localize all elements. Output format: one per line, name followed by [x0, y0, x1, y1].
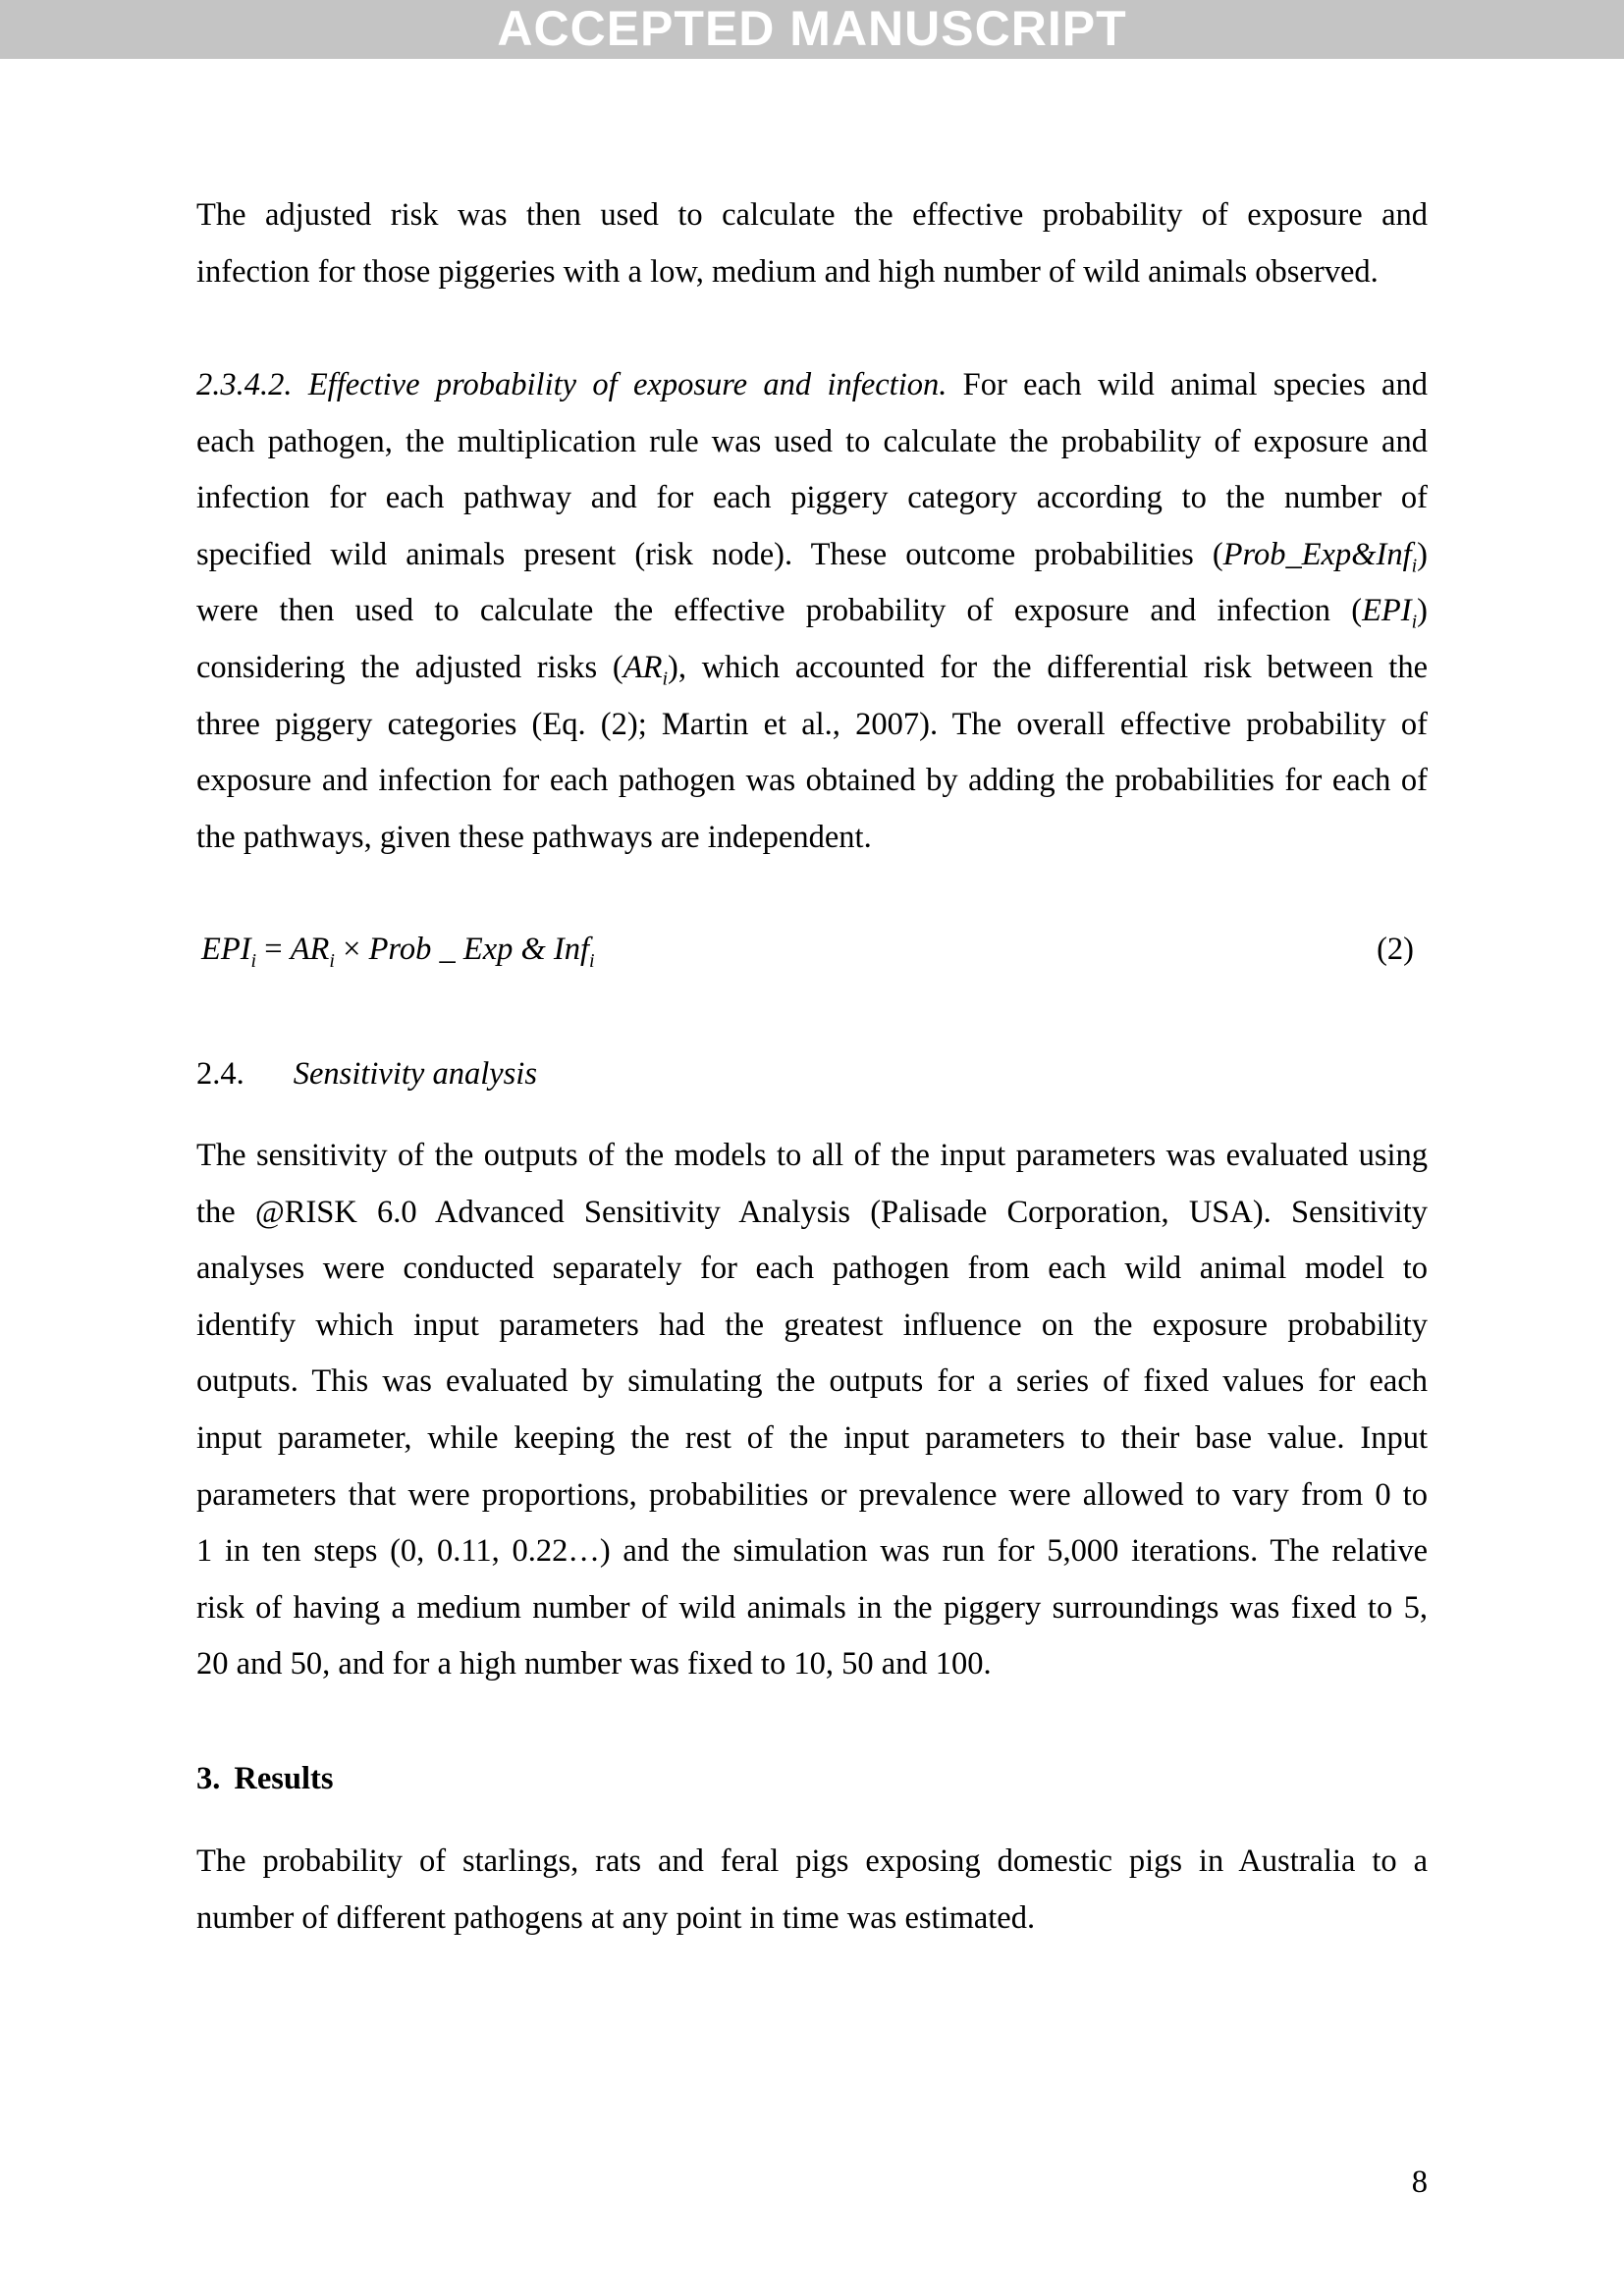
text-line: The adjusted risk was then used to calculate the effective probability of exposure and — [196, 197, 1428, 233]
page-number: 8 — [1411, 2164, 1428, 2200]
subscript: i — [250, 950, 257, 972]
text-fragment: specified wild animals present (risk node). These outcome probabilities ( — [196, 536, 1223, 572]
text-line: risk of having a medium number of wild animals in the piggery surroundings was fixed to 5, — [196, 1589, 1428, 1626]
section-number: 2.4. — [196, 1056, 244, 1092]
text-line: identify which input parameters had the greatest influence on the exposure probability — [196, 1307, 1428, 1343]
text-line: outputs. This was evaluated by simulating the outputs for a series of fixed values for each — [196, 1363, 1428, 1400]
section-heading-3 — [196, 1759, 334, 1798]
banner-title: ACCEPTED MANUSCRIPT — [497, 1, 1127, 56]
paragraph-results — [196, 1834, 1428, 1947]
text-line: 20 and 50, and for a high number was fixed to 10, 50 and 100. — [196, 1646, 992, 1682]
subscript: i — [1411, 611, 1418, 633]
text-line: three piggery categories (Eq. (2); Martin et al., 2007). The overall effective probability of — [196, 706, 1428, 742]
text-line: the @RISK 6.0 Advanced Sensitivity Analysis (Palisade Corporation, USA). Sensitivity — [196, 1194, 1428, 1230]
section-number: 3. — [196, 1761, 221, 1796]
text-line — [196, 583, 1428, 640]
equals-sign: = — [256, 932, 291, 967]
text-line: The sensitivity of the outputs of the models to all of the input parameters was evaluated using — [196, 1138, 1428, 1173]
equation-ar: AR — [290, 932, 330, 967]
text-line: 1 in ten steps (0, 0.11, 0.22…) and the simulation was run for 5,000 iterations. The relative — [196, 1533, 1428, 1570]
section-title: Sensitivity analysis — [293, 1056, 537, 1092]
section-title: Results — [234, 1761, 334, 1796]
variable-prob-exp-inf: Prob_Exp&Inf — [1222, 536, 1412, 572]
text-line: exposure and infection for each pathogen was obtained by adding the probabilities for each of — [196, 763, 1428, 799]
text-line: infection for those piggeries with a low, medium and high number of wild animals observed. — [196, 253, 1379, 290]
text-fragment: considering the adjusted risks ( — [196, 649, 623, 685]
paragraph-adjusted-risk — [196, 187, 1428, 300]
subscript: i — [589, 950, 595, 972]
text-fragment: ), which accounted for the differential risk between the — [668, 649, 1428, 685]
subscript: i — [329, 950, 335, 972]
equation-number: (2) — [1377, 932, 1414, 967]
section-heading-2-4 — [196, 1054, 537, 1094]
text-fragment: For each wild animal species and — [947, 367, 1428, 402]
text-line: each pathogen, the multiplication rule was used to calculate the probability of exposure and — [196, 423, 1428, 459]
text-fragment: ) — [1417, 593, 1428, 629]
subsection-heading: 2.3.4.2. Effective probability of exposure and infection. — [196, 367, 947, 402]
text-fragment: ) — [1417, 536, 1428, 572]
paragraph-sensitivity-analysis — [196, 1128, 1428, 1693]
text-line — [196, 527, 1428, 584]
subscript: i — [662, 667, 669, 690]
text-line: number of different pathogens at any point in time was estimated. — [196, 1899, 1036, 1936]
variable-ar: AR — [623, 649, 663, 685]
equation-lhs: EPI — [201, 932, 251, 967]
text-line: parameters that were proportions, probabilities or prevalence were allowed to vary from 0 to — [196, 1476, 1428, 1513]
text-line: The probability of starlings, rats and feral pigs exposing domestic pigs in Australia to a — [196, 1843, 1428, 1879]
text-line: analyses were conducted separately for each pathogen from each wild animal model to — [196, 1251, 1428, 1287]
text-line — [196, 640, 1428, 697]
times-sign: × — [334, 932, 369, 967]
equation-prob: Prob _ Exp & Inf — [368, 932, 590, 967]
text-line: input parameter, while keeping the rest of the input parameters to their base value. Input — [196, 1419, 1428, 1456]
text-line: infection for each pathway and for each piggery category according to the number of — [196, 480, 1428, 516]
paragraph-effective-probability — [196, 357, 1428, 866]
text-fragment: were then used to calculate the effective probability of exposure and infection ( — [196, 593, 1363, 629]
subscript: i — [1411, 555, 1418, 577]
variable-epi: EPI — [1362, 593, 1412, 629]
text-line — [196, 357, 1428, 414]
equation-2 — [201, 930, 595, 981]
text-line: the pathways, given these pathways are independent. — [196, 819, 872, 855]
